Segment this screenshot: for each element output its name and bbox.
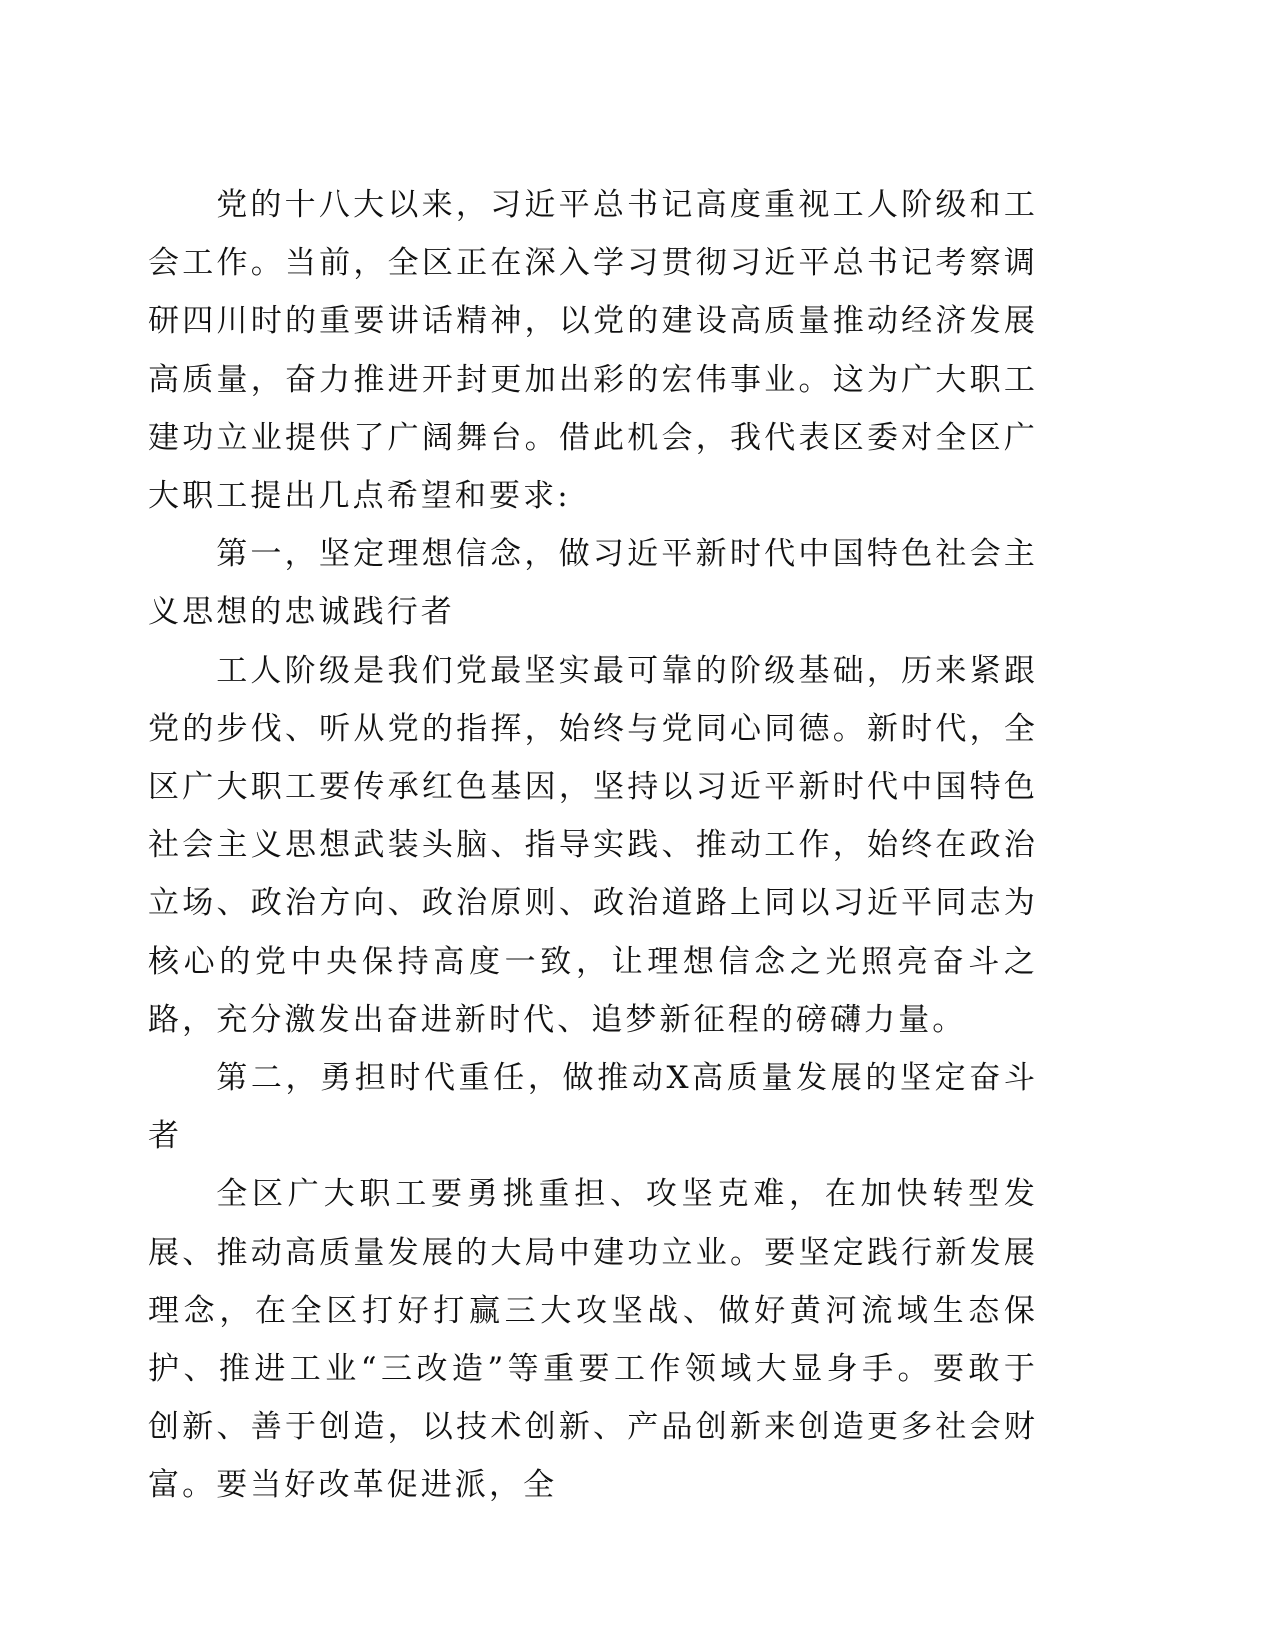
section-heading-first: 第一，坚定理想信念，做习近平新时代中国特色社会主义思想的忠诚践行者 xyxy=(148,536,1038,631)
section-second-paragraph: 全区广大职工要勇挑重担、攻坚克难，在加快转型发展、推动高质量发展的大局中建功立业。要坚定践行新发展理念，在全区打好打赢三大攻坚战、做好黄河流域生态保护、推进工业“三改造”等重要工作领域大显身手。要敢于创新、善于创造，以技术创新、产品创新来创造更多社会财富。要当好改革促进派，全 xyxy=(148,1176,1038,1504)
section-first-paragraph: 工人阶级是我们党最坚实最可靠的阶级基础，历来紧跟党的步伐、听从党的指挥，始终与党同心同德。新时代，全区广大职工要传承红色基因，坚持以习近平新时代中国特色社会主义思想武装头脑、指导实践、推动工作，始终在政治立场、政治方向、政治原则、政治道路上同以习近平同志为核心的党中央保持高度一致，让理想信念之光照亮奋斗之路，充分激发出奋进新时代、追梦新征程的磅礴力量。 xyxy=(148,652,1038,1038)
section-heading-second: 第二，勇担时代重任，做推动X高质量发展的坚定奋斗者 xyxy=(148,1060,1038,1155)
intro-paragraph: 党的十八大以来，习近平总书记高度重视工人阶级和工会工作。当前，全区正在深入学习贯彻习近平总书记考察调研四川时的重要讲话精神，以党的建设高质量推动经济发展高质量，奋力推进开封更加出彩的宏伟事业。这为广大职工建功立业提供了广阔舞台。借此机会，我代表区委对全区广大职工提出几点希望和要求: xyxy=(148,187,1038,515)
document-body xyxy=(148,176,1038,1515)
